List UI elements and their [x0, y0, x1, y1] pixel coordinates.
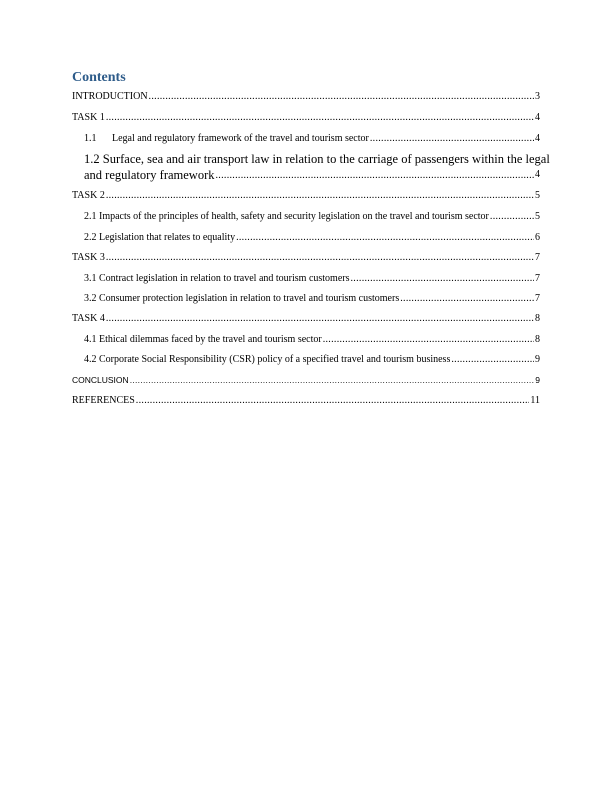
toc-entry-references[interactable]	[72, 395, 540, 407]
dot-leader	[149, 91, 534, 103]
toc-entry-page: 11	[530, 395, 540, 406]
toc-title: Contents	[72, 70, 126, 85]
toc-entry-page: 5	[535, 190, 540, 201]
toc-entry-label: 2.2 Legislation that relates to equality	[84, 232, 236, 243]
toc-entry-page: 8	[535, 313, 540, 324]
toc-entry-3-2[interactable]	[84, 293, 540, 305]
toc-entry-3-1[interactable]	[84, 273, 540, 285]
toc-entry-1-2[interactable]	[84, 151, 550, 183]
dot-leader	[400, 293, 534, 305]
dot-leader	[106, 112, 534, 124]
toc-entry-number: 1.1	[84, 133, 97, 144]
toc-entry-label: REFERENCES	[72, 395, 135, 406]
toc-entry-label: TASK 1	[72, 112, 105, 123]
dot-leader	[136, 395, 530, 407]
dot-leader	[490, 211, 534, 223]
toc-entry-page: 7	[535, 252, 540, 263]
dot-leader	[236, 232, 534, 244]
toc-entry-4-1[interactable]	[84, 334, 540, 346]
toc-entry-page: 7	[535, 273, 540, 284]
toc-entry-task-3[interactable]	[72, 252, 540, 264]
toc-entry-label: TASK 3	[72, 252, 105, 263]
toc-entry-label: 3.1 Contract legislation in relation to travel and tourism customers	[84, 273, 350, 284]
toc-entry-conclusion[interactable]	[72, 374, 540, 386]
toc-entry-introduction[interactable]	[72, 91, 540, 103]
toc-entry-page: 4	[535, 133, 540, 144]
toc-entry-task-2[interactable]	[72, 190, 540, 202]
dot-leader	[106, 313, 534, 325]
dot-leader	[106, 252, 534, 264]
toc-entry-label-line2-row	[84, 167, 540, 183]
toc-entry-page: 6	[535, 232, 540, 243]
toc-entry-text: Legal and regulatory framework of the travel and tourism sector	[112, 133, 369, 144]
dot-leader	[370, 133, 534, 145]
toc-entry-label	[84, 133, 369, 145]
toc-entry-task-1[interactable]	[72, 112, 540, 124]
toc-entry-2-2[interactable]	[84, 232, 540, 244]
dot-leader	[323, 334, 534, 346]
toc-entry-page: 7	[535, 293, 540, 304]
toc-entry-page: 8	[535, 334, 540, 345]
dot-leader	[451, 354, 534, 366]
toc-entry-page: 4	[535, 169, 540, 180]
toc-entry-label: 4.1 Ethical dilemmas faced by the travel and tourism sector	[84, 334, 322, 345]
toc-entry-label: CONCLUSION	[72, 375, 129, 385]
toc-entry-page: 3	[535, 91, 540, 102]
toc-entry-1-1[interactable]	[84, 133, 540, 145]
toc-entry-label: INTRODUCTION	[72, 91, 148, 102]
toc-entry-4-2[interactable]	[84, 354, 540, 366]
toc-entry-label: 3.2 Consumer protection legislation in relation to travel and tourism customers	[84, 293, 400, 304]
dot-leader	[130, 374, 535, 386]
toc-entry-page: 4	[535, 112, 540, 123]
toc-entry-label: TASK 4	[72, 313, 105, 324]
toc-entry-label: TASK 2	[72, 190, 105, 201]
toc-entry-page: 9	[535, 375, 540, 385]
toc-entry-page: 5	[535, 211, 540, 222]
toc-entry-label-line1: 1.2 Surface, sea and air transport law in relation to the carriage of passengers within the legal	[84, 152, 550, 166]
toc-entry-label: 4.2 Corporate Social Responsibility (CSR) policy of a specified travel and tourism business	[84, 354, 451, 365]
dot-leader	[106, 190, 534, 202]
toc-entry-label: 2.1 Impacts of the principles of health, safety and security legislation on the travel and tourism sector	[84, 211, 489, 222]
toc-entry-label-line2: and regulatory framework	[84, 168, 215, 182]
toc-entry-2-1[interactable]	[84, 211, 540, 223]
toc-entry-task-4[interactable]	[72, 313, 540, 325]
toc-entry-page: 9	[535, 354, 540, 365]
dot-leader	[351, 273, 535, 285]
dot-leader	[216, 169, 535, 183]
